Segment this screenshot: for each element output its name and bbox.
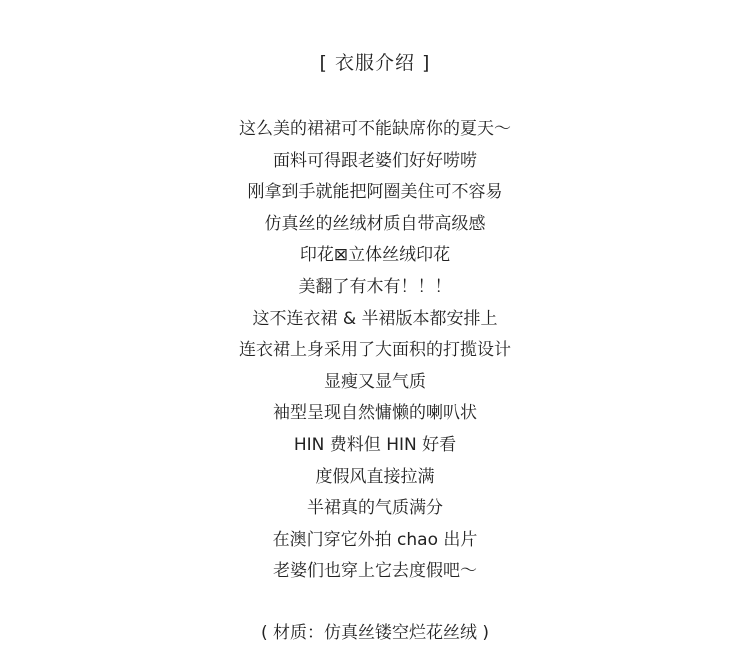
description-line: 面料可得跟老婆们好好唠唠 (273, 150, 477, 171)
description-line: 仿真丝的丝绒材质自带高级感 (264, 213, 486, 234)
description-line: 刚拿到手就能把阿圈美住可不容易 (247, 182, 503, 203)
material-note: ( 材质：仿真丝镂空烂花丝绒 ) (260, 623, 490, 643)
description-line: 美翻了有木有！！！ (298, 276, 452, 297)
description-line: HIN 费料但 HIN 好看 (293, 434, 457, 455)
description-line: 显瘦又显气质 (324, 371, 426, 392)
description-line: 半裙真的气质满分 (307, 498, 443, 519)
description-line: 印花⊠立体丝绒印花 (299, 245, 451, 266)
description-line: 度假风直接拉满 (315, 466, 435, 487)
description-line: 老婆们也穿上它去度假吧～ (273, 561, 477, 582)
description-line: 袖型呈现自然慵懒的喇叭状 (273, 403, 477, 424)
description-line: 这么美的裙裙可不能缺席你的夏天～ (239, 119, 511, 139)
description-lines (0, 114, 750, 588)
description-line: 这不连衣裙 & 半裙版本都安排上 (252, 308, 498, 329)
description-line: 在澳门穿它外拍 chao 出片 (272, 529, 478, 550)
description-line: 连衣裙上身采用了大面积的打揽设计 (239, 340, 511, 361)
section-title: [ 衣服介绍 ] (319, 52, 431, 74)
